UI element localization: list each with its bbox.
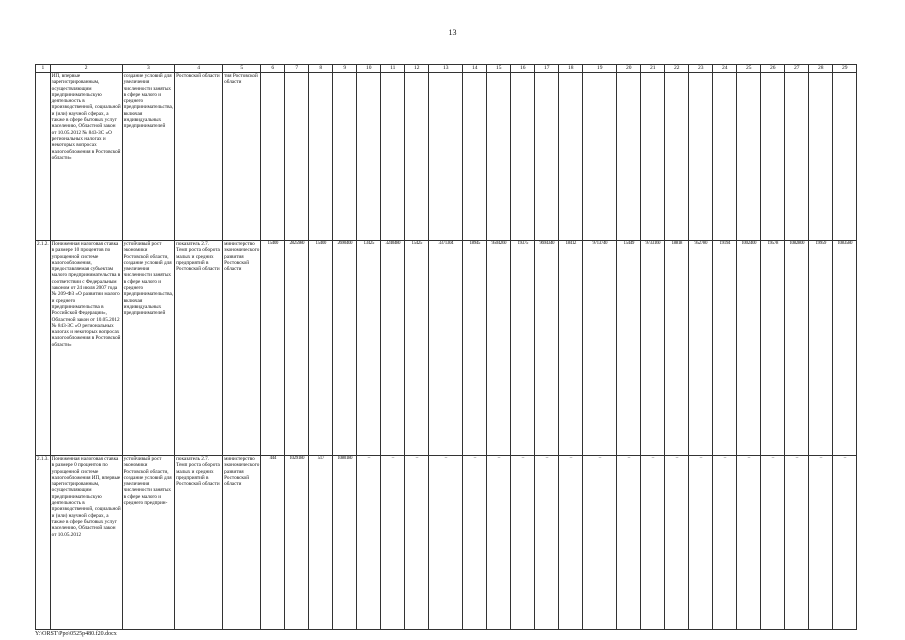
value-cell: 15400 [261, 241, 285, 456]
value-cell [809, 73, 833, 241]
value-cell: – [641, 456, 665, 630]
header-cell: 17 [535, 65, 559, 73]
value-cell: 517 [309, 456, 333, 630]
value-cell [713, 73, 737, 241]
value-cell: – [487, 456, 511, 630]
value-cell: 18412 [559, 241, 583, 456]
value-cell [261, 73, 285, 241]
value-cell [689, 73, 713, 241]
header-cell: 8 [309, 65, 333, 73]
goal-cell: устойчивый рост экономики Ростовской области, создание условий для увеличения численности занятых в сфере малого и среднего предприн- [122, 456, 174, 630]
value-cell: – [689, 456, 713, 630]
table-row [36, 456, 857, 630]
value-cell: – [617, 456, 641, 630]
value-cell [429, 73, 463, 241]
value-cell: 19194 [713, 241, 737, 456]
value-cell: – [511, 456, 535, 630]
header-cell: 23 [689, 65, 713, 73]
header-cell: 21 [641, 65, 665, 73]
value-cell: – [713, 456, 737, 630]
header-cell: 7 [285, 65, 309, 73]
goal-cell: создание условий для увеличения численности занятых в сфере малого и среднего предпринимательства, включая индивидуальных предпринимателей [122, 73, 174, 241]
header-cell: 16 [511, 65, 535, 73]
value-cell: – [737, 456, 761, 630]
value-cell: 1082800 [785, 241, 809, 456]
file-path-footer: Y:\ORST\Ppo\0525p480.f20.docx [35, 631, 117, 637]
value-cell: – [357, 456, 381, 630]
goal-cell: устойчивый рост экономики Ростовской области, создание условий для увеличения численности занятых в сфере малого и среднего предпринимательства, включая индивидуальных предпринимателей [122, 241, 174, 456]
value-cell [665, 73, 689, 241]
value-cell: – [785, 456, 809, 630]
value-cell: – [833, 456, 857, 630]
header-cell: 27 [785, 65, 809, 73]
table-row [36, 241, 857, 456]
value-cell: 2825980 [285, 241, 309, 456]
header-cell: 14 [463, 65, 487, 73]
value-cell [737, 73, 761, 241]
value-cell: – [463, 456, 487, 630]
header-cell: 2 [50, 65, 122, 73]
value-cell [559, 73, 583, 241]
value-cell [285, 73, 309, 241]
header-cell: 26 [761, 65, 785, 73]
value-cell: 18945 [463, 241, 487, 456]
row-number-cell [36, 73, 51, 241]
value-cell: 9694340 [535, 241, 559, 456]
value-cell [405, 73, 429, 241]
value-cell: – [665, 456, 689, 630]
value-cell: – [381, 456, 405, 630]
indicator-cell: показатель 2.7. Темп роста оборота малых и средних предприятий в Ростовской области [175, 456, 223, 630]
page-number: 13 [448, 28, 457, 37]
header-cell: 29 [833, 65, 857, 73]
value-cell [511, 73, 535, 241]
value-cell: 19959 [809, 241, 833, 456]
value-cell: 952780 [689, 241, 713, 456]
value-cell [357, 73, 381, 241]
value-cell: 15425 [405, 241, 429, 456]
header-cell: 12 [405, 65, 429, 73]
header-cell: 10 [357, 65, 381, 73]
value-cell [785, 73, 809, 241]
header-row [36, 65, 857, 73]
responsible-cell: министерство экономического развития Ростовской области [223, 456, 261, 630]
value-cell: – [761, 456, 785, 630]
value-cell: 13425 [357, 241, 381, 456]
value-cell: – [809, 456, 833, 630]
header-cell: 9 [333, 65, 357, 73]
value-cell: 1002400 [737, 241, 761, 456]
description-cell: Пониженная налоговая ставка в размере 0 процентов по упрощенной системе налогообложения ИП, впервые зарегистрированным, осуществляющим предпринимательскую деятельность в производственной, социальной и (или) научной сферах, а также в сфере бытовых услуг населению, Областной закон от 10.05.2012 [50, 456, 122, 630]
header-cell: 20 [617, 65, 641, 73]
value-cell: 9713740 [583, 241, 617, 456]
value-cell [617, 73, 641, 241]
header-cell: 22 [665, 65, 689, 73]
responsible-cell: тия Ростовской области [223, 73, 261, 241]
value-cell: 3371304 [429, 241, 463, 456]
value-cell: – [535, 456, 559, 630]
row-number-cell: 2.1.3. [36, 456, 51, 630]
table-row [36, 73, 857, 241]
header-cell: 5 [223, 65, 261, 73]
value-cell: – [583, 456, 617, 630]
value-cell [333, 73, 357, 241]
data-table [35, 64, 857, 630]
value-cell: 19375 [511, 241, 535, 456]
value-cell: 19578 [761, 241, 785, 456]
header-cell: 25 [737, 65, 761, 73]
value-cell: 1083580 [833, 241, 857, 456]
indicator-cell: показатель 2.7. Темп роста оборота малых и средних предприятий в Ростовской области [175, 241, 223, 456]
value-cell [583, 73, 617, 241]
value-cell [463, 73, 487, 241]
value-cell [761, 73, 785, 241]
header-cell: 6 [261, 65, 285, 73]
value-cell [381, 73, 405, 241]
value-cell: 18818 [665, 241, 689, 456]
value-cell: – [429, 456, 463, 630]
value-cell: 9504260 [487, 241, 511, 456]
value-cell [833, 73, 857, 241]
value-cell [309, 73, 333, 241]
header-cell: 1 [36, 65, 51, 73]
header-cell: 24 [713, 65, 737, 73]
value-cell [535, 73, 559, 241]
header-cell: 11 [381, 65, 405, 73]
value-cell [641, 73, 665, 241]
value-cell: 1080180 [333, 456, 357, 630]
value-cell: 3240480 [381, 241, 405, 456]
header-cell: 19 [583, 65, 617, 73]
header-cell: 13 [429, 65, 463, 73]
header-cell: 4 [175, 65, 223, 73]
value-cell: – [405, 456, 429, 630]
header-cell: 15 [487, 65, 511, 73]
responsible-cell: министерство экономического развития Ростовской области [223, 241, 261, 456]
value-cell: 2690400 [333, 241, 357, 456]
value-cell: 15400 [309, 241, 333, 456]
value-cell: 444 [261, 456, 285, 630]
value-cell: 1029180 [285, 456, 309, 630]
header-cell: 3 [122, 65, 174, 73]
value-cell: 15449 [617, 241, 641, 456]
header-cell: 28 [809, 65, 833, 73]
value-cell [487, 73, 511, 241]
row-number-cell: 2.1.2. [36, 241, 51, 456]
value-cell: 9733160 [641, 241, 665, 456]
description-cell: ИП, впервые зарегистрированным, осуществляющим предпринимательскую деятельность в производственной, социальной и (или) научной сферах, а также в сфере бытовых услуг населению, Областной закон от 10.05.2012 № 843-ЗС «О региональных налогах и некоторых вопросах налогообложения в Ростовской области» [50, 73, 122, 241]
header-cell: 18 [559, 65, 583, 73]
indicator-cell: Ростовской области [175, 73, 223, 241]
value-cell: – [559, 456, 583, 630]
description-cell: Пониженная налоговая ставка в размере 10 процентов по упрощенной системе налогообложения, предоставляемая субъектам малого предпринимательства в соответствии с Федеральным законом от 24 июля 2007 года № 209-ФЗ «О развитии малого и среднего предпринимательства в Российской Федерации», Областной закон от 10.05.2012 № 843-ЗС «О региональных налогах и некоторых вопросах налогообложения в Ростовской области» [50, 241, 122, 456]
